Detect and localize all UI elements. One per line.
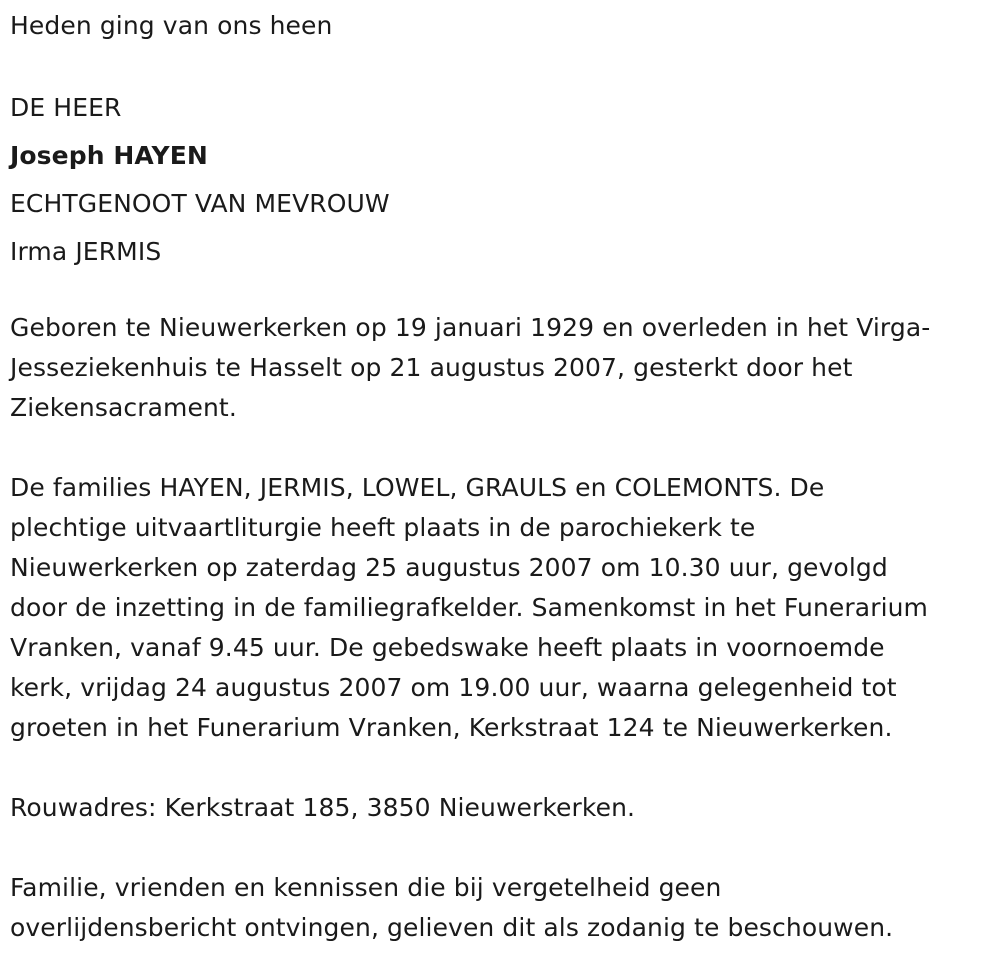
paragraph-line: Jesseziekenhuis te Hasselt op 21 augustus 2007, gesterkt door het [10, 353, 853, 382]
spouse-title: ECHTGENOOT VAN MEVROUW [10, 189, 390, 218]
obituary-notice [10, 0, 995, 948]
paragraph-line: groeten in het Funerarium Vranken, Kerkstraat 124 te Nieuwerkerken. [10, 713, 893, 742]
spacer [10, 748, 995, 788]
closing-paragraph [10, 868, 995, 948]
mourning-address: Rouwadres: Kerkstraat 185, 3850 Nieuwerkerken. [10, 793, 636, 822]
intro-text: Heden ging van ons heen [10, 11, 333, 40]
paragraph-line: overlijdensbericht ontvingen, gelieven dit als zodanig te beschouwen. [10, 913, 894, 942]
spacer [10, 828, 995, 868]
paragraph-line: plechtige uitvaartliturgie heeft plaats in de parochiekerk te [10, 513, 756, 542]
birth-death-paragraph [10, 308, 995, 428]
funeral-paragraph [10, 468, 995, 748]
deceased-name: Joseph HAYEN [10, 141, 208, 170]
paragraph-line: kerk, vrijdag 24 augustus 2007 om 19.00 uur, waarna gelegenheid tot [10, 673, 897, 702]
title-line: DE HEER [10, 93, 122, 122]
spouse-name: Irma JERMIS [10, 237, 162, 266]
paragraph-line: Geboren te Nieuwerkerken op 19 januari 1929 en overleden in het Virga- [10, 313, 931, 342]
paragraph-line: Vranken, vanaf 9.45 uur. De gebedswake heeft plaats in voornoemde [10, 633, 885, 662]
spacer [10, 428, 995, 468]
paragraph-line: De families HAYEN, JERMIS, LOWEL, GRAULS en COLEMONTS. De [10, 473, 825, 502]
paragraph-line: Ziekensacrament. [10, 393, 237, 422]
spacer [10, 276, 995, 308]
paragraph-line: door de inzetting in de familiegrafkelder. Samenkomst in het Funerarium [10, 593, 929, 622]
paragraph-line: Familie, vrienden en kennissen die bij vergetelheid geen [10, 873, 722, 902]
paragraph-line: Nieuwerkerken op zaterdag 25 augustus 2007 om 10.30 uur, gevolgd [10, 553, 888, 582]
spacer [10, 52, 995, 84]
